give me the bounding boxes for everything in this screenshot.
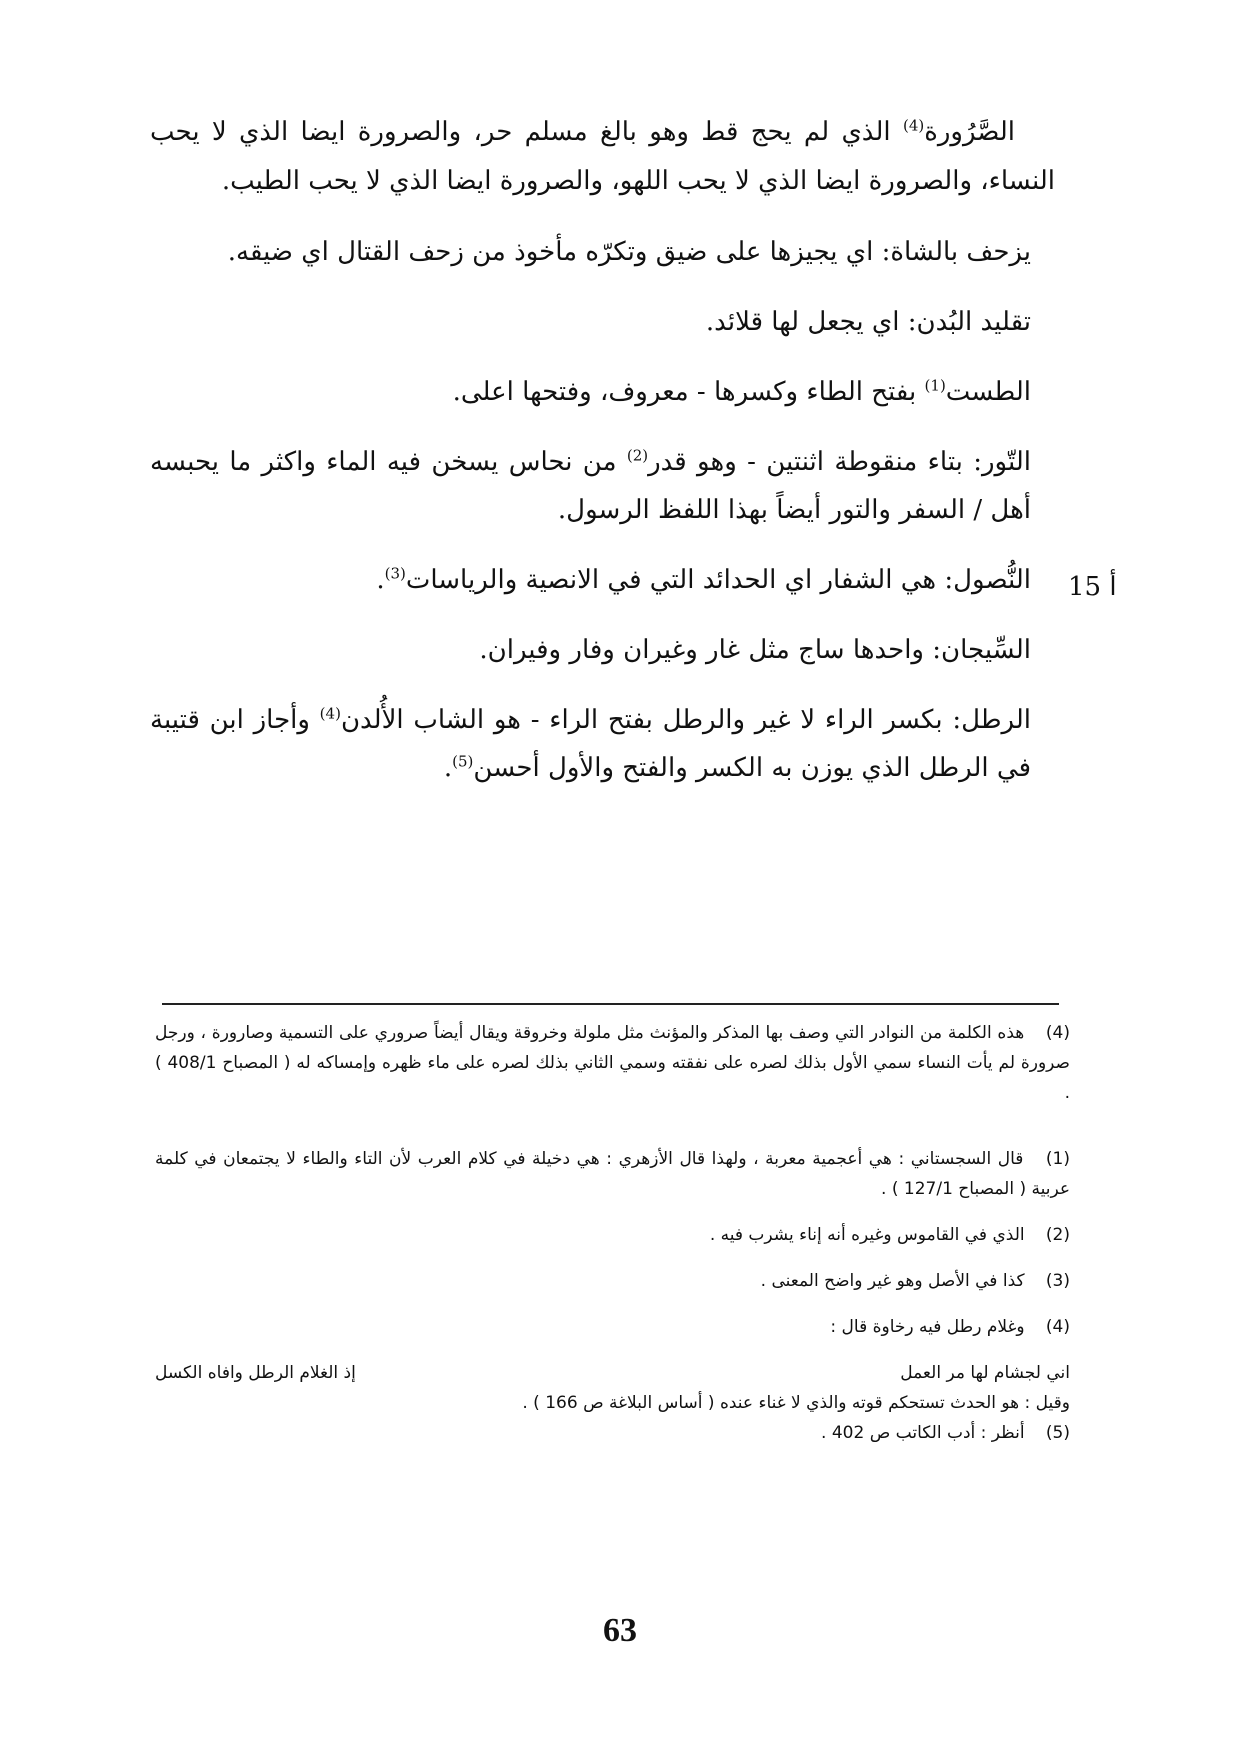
entry-text: : واحدها ساج مثل غار وغيران وفار وفيران.	[479, 635, 942, 665]
entry-term: الرطل	[961, 705, 1032, 735]
footnote-number: (4)	[1045, 1317, 1070, 1337]
footnote-number: (5)	[1045, 1423, 1070, 1443]
entry-text: بفتح الطاء وكسرها - معروف، وفتحها اعلى.	[452, 377, 925, 407]
footnotes-section	[155, 1018, 1070, 1448]
entry-term: السِّيجان	[941, 635, 1031, 665]
entry-text-cont: وأجاز ابن قتيبة في الرطل الذي يوزن به الكسر والفتح والأول أحسن	[150, 705, 1031, 783]
entry-tawr	[150, 438, 1055, 534]
footnote-divider	[162, 1003, 1059, 1005]
entry-yazhaf	[150, 228, 1055, 276]
footnote-ref[interactable]: (3)	[384, 564, 406, 583]
entry-term: تقليد البُدن	[916, 307, 1031, 337]
entry-taqlid	[150, 298, 1055, 346]
entry-term: يزحف بالشاة	[890, 237, 1031, 267]
intro-paragraph	[150, 108, 1055, 206]
entry-ratl	[150, 696, 1055, 792]
footnote-ref[interactable]: (4)	[902, 116, 925, 135]
entry-text: : بكسر الراء لا غير والرطل بفتح الراء - هو الشاب الأُلدن	[340, 705, 962, 735]
margin-folio-note: 15 أ	[1068, 572, 1117, 602]
verse-second-hemistich: إذ الغلام الرطل وافاه الكسل	[155, 1363, 356, 1383]
entry-text-cont: من نحاس يسخن فيه الماء واكثر ما يحبسه أهل / السفر والتور أيضاً بهذا اللفظ الرسول.	[150, 447, 1031, 525]
footnote-text: وقيل : هو الحدث تستحكم قوته والذي لا غناء عنده ( أساس البلاغة ص 166 ) .	[522, 1393, 1070, 1413]
verse-first-hemistich: اني لجشام لها مر العمل	[900, 1363, 1070, 1383]
footnote-ref[interactable]: (1)	[924, 376, 946, 395]
footnote-3	[155, 1266, 1070, 1296]
poetry-verse	[155, 1358, 1070, 1388]
footnote-ref[interactable]: (5)	[452, 752, 474, 771]
entry-term: التّور	[982, 447, 1031, 477]
entry-tast	[150, 368, 1055, 416]
footnote-number: (4)	[1045, 1023, 1070, 1043]
footnote-4a	[155, 1018, 1070, 1108]
entry-text-cont: .	[376, 565, 385, 595]
footnote-ref[interactable]: (4)	[319, 704, 341, 723]
footnote-text: أنظر : أدب الكاتب ص 402 .	[821, 1423, 1025, 1443]
entry-text: : بتاء منقوطة اثنتين - وهو قدر	[648, 447, 982, 477]
footnote-5	[155, 1418, 1070, 1448]
entry-term: النُّصول	[953, 565, 1031, 595]
intro-term: الصَّرُورة	[924, 117, 1015, 147]
footnote-text: كذا في الأصل وهو غير واضح المعنى .	[760, 1271, 1025, 1291]
footnote-1	[155, 1144, 1070, 1204]
entry-term: الطست	[945, 377, 1031, 407]
footnote-text: وغلام رطل فيه رخاوة قال :	[830, 1317, 1025, 1337]
footnote-number: (1)	[1045, 1149, 1070, 1169]
entry-nusul	[150, 556, 1055, 604]
entry-text: : اي يجعل لها قلائد.	[705, 307, 917, 337]
footnote-text: الذي في القاموس وغيره أنه إناء يشرب فيه .	[709, 1225, 1025, 1245]
entry-text: : هي الشفار اي الحدائد التي في الانصية والرياسات	[405, 565, 954, 595]
footnote-4b-continuation	[155, 1388, 1070, 1418]
main-text	[150, 108, 1055, 792]
footnote-ref[interactable]: (2)	[626, 446, 649, 465]
entry-text-end: .	[443, 753, 453, 783]
entry-sijan	[150, 626, 1055, 674]
intro-text: الذي لم يحج قط وهو بالغ مسلم حر، والصرورة ايضا الذي لا يحب النساء، والصرورة ايضا الذي لا يحب اللهو، والصرورة ايضا الذي لا يحب الطيب.	[150, 117, 1055, 196]
footnote-number: (3)	[1045, 1271, 1070, 1291]
footnote-text: قال السجستاني : هي أعجمية معربة ، ولهذا قال الأزهري : هي دخيلة في كلام العرب لأن التاء والطاء لا يجتمعان في كلمة عربية ( المصباح 127/1 ) .	[155, 1149, 1070, 1199]
page-number: 63	[603, 1612, 637, 1649]
footnote-text: هذه الكلمة من النوادر التي وصف بها المذكر والمؤنث مثل ملولة وخروقة ويقال أيضاً صروري على التسمية وصارورة ، ورجل صرورة لم يأت النساء سمي الأول بذلك لصره على نفقته وسمي الثاني بذلك لصره على ماء ظهره وإمساكه له ( المصباح 408/1 ) .	[155, 1023, 1070, 1103]
footnote-number: (2)	[1045, 1225, 1070, 1245]
entry-text: : اي يجيزها على ضيق وتكرّه مأخوذ من زحف القتال اي ضيقه.	[227, 237, 891, 267]
footnote-2	[155, 1220, 1070, 1250]
footnote-4b	[155, 1312, 1070, 1342]
